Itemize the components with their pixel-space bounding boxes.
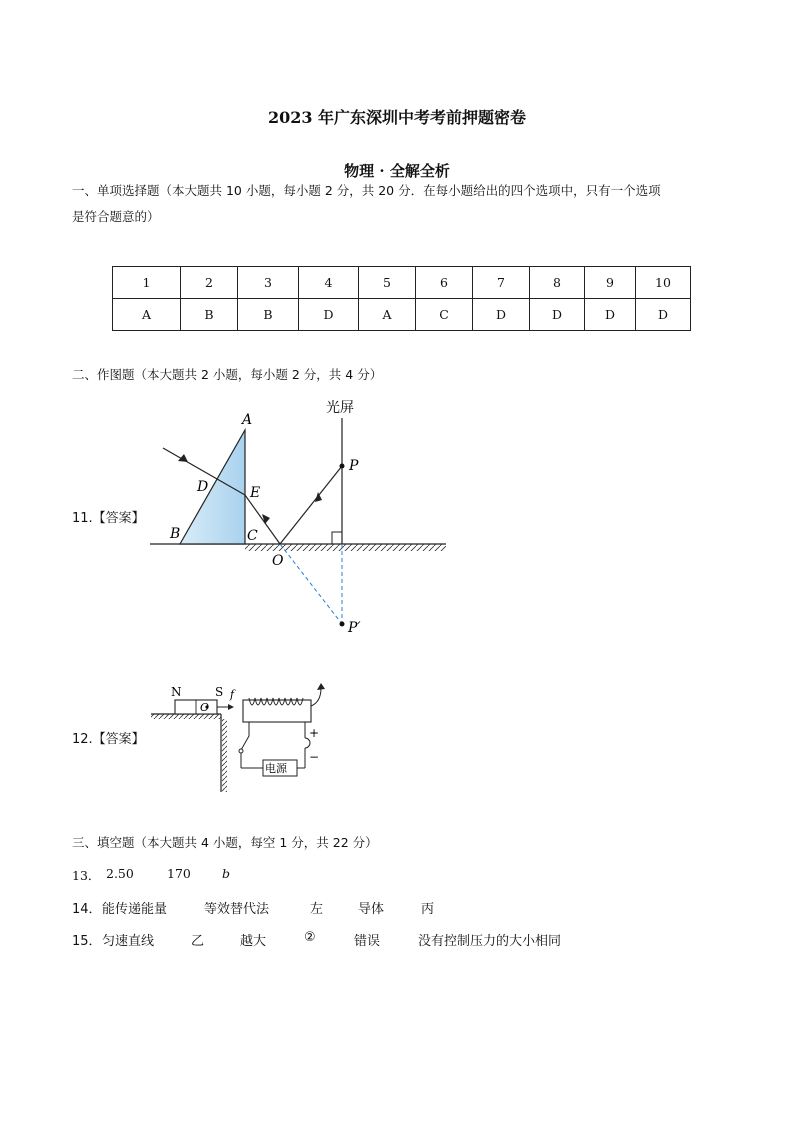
label-o: O bbox=[272, 553, 284, 569]
q14-answers bbox=[72, 898, 732, 917]
section-3-heading: 三、填空题（本大题共 4 小题，每空 1 分，共 22 分） bbox=[72, 835, 378, 850]
label-p: P bbox=[349, 458, 359, 474]
q14-answer-5: 丙 bbox=[421, 902, 435, 917]
table-cell: 9 bbox=[585, 267, 636, 299]
q12-label: 12.【答案】 bbox=[72, 732, 145, 747]
table-cell: D bbox=[636, 299, 691, 331]
section-1-heading-line2: 是符合题意的） bbox=[72, 209, 160, 224]
q14-answer-2: 等效替代法 bbox=[204, 902, 270, 917]
point-p-image bbox=[340, 622, 345, 627]
point-p bbox=[340, 464, 345, 469]
table-cell: 4 bbox=[299, 267, 359, 299]
table-cell: 10 bbox=[636, 267, 691, 299]
label-e: E bbox=[250, 485, 261, 501]
image-construction-line bbox=[280, 544, 342, 624]
label-b: B bbox=[170, 526, 181, 542]
table-cell: 5 bbox=[359, 267, 416, 299]
label-c: C bbox=[247, 528, 258, 544]
table-cell: 3 bbox=[238, 267, 299, 299]
label-plus: + bbox=[309, 726, 320, 740]
label-minus: − bbox=[309, 750, 320, 764]
q15-answer-5: 错误 bbox=[354, 934, 381, 949]
mirror-hatch bbox=[245, 544, 446, 551]
table-cell: D bbox=[473, 299, 530, 331]
label-p-image: P′ bbox=[348, 620, 361, 636]
table-cell: A bbox=[359, 299, 416, 331]
table-cell: D bbox=[585, 299, 636, 331]
ray-arrow bbox=[315, 492, 322, 502]
table-hatch bbox=[151, 714, 221, 719]
table-cell: B bbox=[238, 299, 299, 331]
page-subtitle: 物理 · 全解全析 bbox=[344, 162, 450, 180]
ray-arrow bbox=[262, 514, 270, 524]
label-n: N bbox=[171, 685, 182, 699]
q13-number: 13． bbox=[72, 868, 101, 883]
prism bbox=[180, 430, 245, 544]
table-cell: 6 bbox=[416, 267, 473, 299]
q15-answer-1: 匀速直线 bbox=[102, 934, 155, 949]
q15-answers bbox=[72, 930, 732, 949]
answer-table-number-row bbox=[113, 267, 691, 299]
table-cell: C bbox=[416, 299, 473, 331]
wall-hatch bbox=[222, 719, 227, 792]
q14-answer-4: 导体 bbox=[358, 902, 385, 917]
q13-answer-2: 170 bbox=[167, 866, 191, 881]
q11-diagram bbox=[140, 390, 460, 640]
q14-answer-1: 能传递能量 bbox=[102, 902, 168, 917]
answer-table-answer-row bbox=[113, 299, 691, 331]
q11-label: 11.【答案】 bbox=[72, 511, 145, 526]
table-cell: D bbox=[299, 299, 359, 331]
q15-answer-4: ② bbox=[304, 930, 316, 945]
table-cell: 2 bbox=[181, 267, 238, 299]
label-o: O bbox=[200, 701, 210, 714]
section-1-heading bbox=[72, 178, 732, 230]
q15-answer-2: 乙 bbox=[191, 934, 205, 949]
page-title: 2023 年广东深圳中考考前押题密卷 bbox=[267, 108, 527, 127]
right-angle-mark bbox=[332, 532, 342, 544]
section-1-heading-line1: 一、单项选择题（本大题共 10 小题，每小题 2 分，共 20 分．在每小题给出的四个选项中，只有一个选项 bbox=[72, 183, 661, 198]
label-f: f bbox=[230, 688, 235, 701]
label-power: 电源 bbox=[265, 762, 287, 775]
table-cell: 7 bbox=[473, 267, 530, 299]
table-cell: 1 bbox=[113, 267, 181, 299]
label-s: S bbox=[215, 685, 224, 699]
table-cell: B bbox=[181, 299, 238, 331]
answer-table bbox=[112, 266, 691, 331]
q14-number: 14． bbox=[72, 902, 102, 917]
q12-diagram bbox=[145, 678, 345, 796]
table-cell: D bbox=[530, 299, 585, 331]
label-d: D bbox=[197, 479, 209, 495]
table-cell: A bbox=[113, 299, 181, 331]
q14-answer-3: 左 bbox=[310, 902, 324, 917]
q15-answer-6: 没有控制压力的大小相同 bbox=[418, 934, 562, 949]
label-a: A bbox=[242, 412, 253, 428]
section-2-heading: 二、作图题（本大题共 2 小题，每小题 2 分，共 4 分） bbox=[72, 367, 383, 382]
q15-answer-3: 越大 bbox=[240, 934, 267, 949]
q15-number: 15． bbox=[72, 934, 102, 949]
q13-answers bbox=[72, 866, 231, 884]
label-screen: 光屏 bbox=[326, 400, 354, 416]
table-cell: 8 bbox=[530, 267, 585, 299]
friction-arrowhead bbox=[228, 704, 234, 710]
q13-answer-3: b bbox=[222, 866, 231, 881]
switch bbox=[241, 722, 249, 750]
q13-answer-1: 2.50 bbox=[106, 866, 134, 881]
